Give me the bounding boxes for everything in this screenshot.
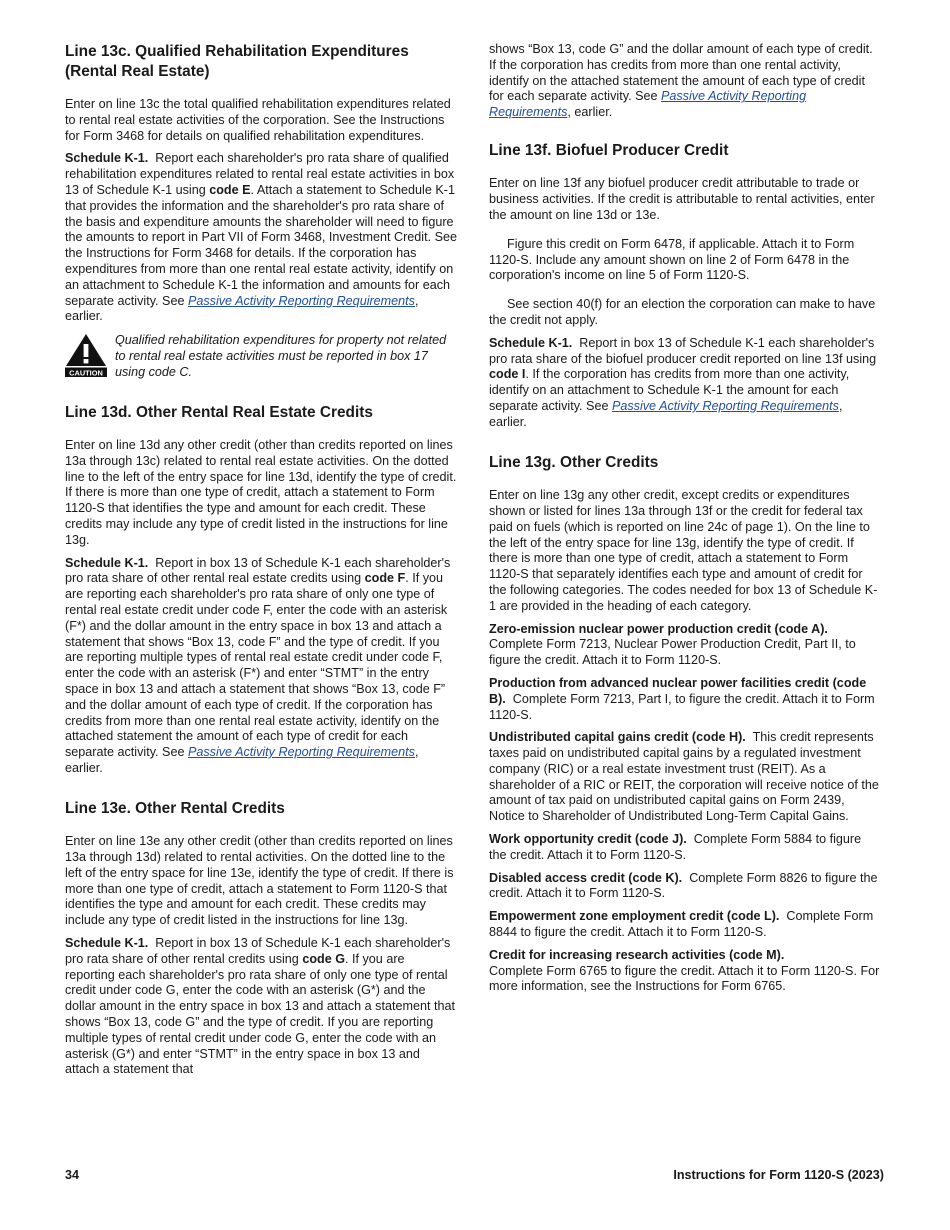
credit-item: Work opportunity credit (code J). Complete Form 5884 to figure the credit. Attach it to Form 1120-S.: [489, 832, 862, 862]
schedule-k1-label: Schedule K-1.: [65, 555, 149, 570]
heading-line-13c: Line 13c. Qualified Rehabilitation Expenditures (Rental Real Estate): [65, 43, 409, 80]
section-line-13c: [65, 42, 457, 381]
code-label: code I: [489, 367, 526, 382]
paragraph: Figure this credit on Form 6478, if applicable. Attach it to Form 1120-S. Include any amount shown on line 2 of Form 6478 in the corporation's income on line 5 of Form 1120-S.: [489, 236, 855, 283]
schedule-k1-paragraph: Schedule K-1. Report each shareholder's pro rata share of qualified rehabilitation expenditures related to rental real estate activities in box 13 of Schedule K-1 using code E. Attach a statement to Schedule K-1 that provides the information and the shareholder's pro rata share of the basis and expenditure amounts the shareholder will need to figure the amounts to report in Part VII of Form 3468, Investment Credit. See the Instructions for Form 3468 for details. If the corporation has expenditures from more than one rental real estate activity, identify on an attachment to Schedule K-1 the information and amounts for each separate activity. See Passive Activity Reporting Requirements, earlier.: [65, 151, 457, 324]
code-label: code F: [364, 571, 406, 586]
passive-activity-link[interactable]: Passive Activity Reporting Requirements: [489, 89, 807, 120]
credit-item: Undistributed capital gains credit (code H). This credit represents taxes paid on undistributed capital gains by a regulated investment company (RIC) or a real estate investment trust (REIT). As a shareholder of a RIC or REIT, the corporation will receive notice of the amount of tax paid on undistributed capital gains on Form 2439, Notice to Shareholder of Undistributed Long-Term Capital Gains.: [489, 730, 879, 824]
heading-line-13e: Line 13e. Other Rental Credits: [65, 799, 285, 817]
credit-item: Credit for increasing research activities (code M). Complete Form 6765 to figure the credit. Attach it to Form 1120-S. For more information, see the Instructions for Form 6765.: [489, 947, 880, 994]
paragraph: Enter on line 13g any other credit, except credits or expenditures shown or listed for lines 13a through 13f or the credit for federal tax paid on fuels (which is reported on line 24c of page 1). On the line to the left of the entry space for line 13g, identify the type of credit. If there is more than one type of credit, attach a statement to Form 1120-S that separately identifies each type and amount of credit for the following categories. The codes needed for box 13 of Schedule K-1 are provided in the heading of each category.: [489, 488, 878, 613]
schedule-k1-paragraph: Schedule K-1. Report in box 13 of Schedule K-1 each shareholder's pro rata share of other rental real estate credits using code F. If you are reporting each shareholder's pro rata share of only one type of rental real estate credit under code F, enter the code with an asterisk (F*) and the dollar amount in the entry space in box 13 and attach a statement that shows “Box 13, code F” and the type of credit. If you are reporting multiple types of rental real estate credit under code F, enter the code with an asterisk (F*) and enter “STMT” in the entry space in box 13 and attach a statement that shows “Box 13, code F” and the dollar amount of each type of credit. If the corporation has credits from more than one rental real estate activity, identify on the attached statement the amount of each type of credit for each separate activity. See Passive Activity Reporting Requirements, earlier.: [65, 555, 451, 775]
credit-item: Production from advanced nuclear power facilities credit (code B). Complete Form 7213, Part I, to figure the credit. Attach it to Form 1120-S.: [489, 675, 875, 722]
paragraph: Enter on line 13d any other credit (other than credits reported on lines 13a through 13c) related to rental real estate activities. On the dotted line to the left of the entry space for line 13d, identify the type of credit. If there is more than one type of credit, attach a statement to Form 1120-S that identifies the type and amount for each credit. These credits may include any type of credit listed in the instructions for line 13g.: [65, 438, 457, 547]
schedule-k1-paragraph: Schedule K-1. Report in box 13 of Schedule K-1 each shareholder's pro rata share of the biofuel producer credit reported on line 13f using code I. If the corporation has credits from more than one activity, identify on an attachment to Schedule K-1 the amount for each separate activity. See Passive Activity Reporting Requirements, earlier.: [489, 335, 877, 429]
paragraph: Enter on line 13e any other credit (other than credits reported on lines 13a through 13d) related to rental activities. On the dotted line to the left of the entry space for line 13e, identify the type of credit. If there is more than one type of credit, attach a statement to Form 1120-S that identifies the type and amount for each credit. These credits may include any type of credit listed in the instructions for line 13g.: [65, 834, 454, 928]
heading-line-13f: Line 13f. Biofuel Producer Credit: [489, 141, 729, 159]
credit-item: Zero-emission nuclear power production credit (code A). Complete Form 7213, Nuclear Power Production Credit, Part II, to figure the credit. Attach it to Form 1120-S.: [489, 621, 856, 668]
schedule-k1-label: Schedule K-1.: [65, 151, 149, 166]
caution-note: [65, 333, 457, 380]
credit-term: Credit for increasing research activities (code M).: [489, 947, 785, 962]
heading-line-13g: Line 13g. Other Credits: [489, 453, 659, 471]
credit-term: Zero-emission nuclear power production credit (code A).: [489, 621, 828, 636]
paragraph: Enter on line 13c the total qualified rehabilitation expenditures related to rental real estate activities of the corporation. See the Instructions for Form 3468 for details on qualified rehabilitation expenditures.: [65, 97, 451, 143]
passive-activity-link[interactable]: Passive Activity Reporting Requirements: [611, 399, 839, 414]
section-line-13g: [489, 453, 881, 996]
caution-label: CAUTION: [69, 368, 103, 378]
credit-item: Empowerment zone employment credit (code L). Complete Form 8844 to figure the credit. Attach it to Form 1120-S.: [489, 909, 874, 940]
paragraph: Enter on line 13f any biofuel producer credit attributable to trade or business activities. If the credit is attributable to rental activities, enter the amount on line 13d or 13e.: [489, 176, 875, 223]
credit-term: Production from advanced nuclear power facilities credit (code B).: [489, 675, 867, 706]
paragraph: See section 40(f) for an election the corporation can make to have the credit not apply.: [489, 297, 876, 328]
credit-item: Disabled access credit (code K). Complete Form 8826 to figure the credit. Attach it to Form 1120-S.: [489, 870, 878, 901]
section-line-13d: [65, 403, 457, 777]
passive-activity-link[interactable]: Passive Activity Reporting Requirements: [187, 293, 415, 308]
caution-text: Qualified rehabilitation expenditures for property not related to rental real estate activities must be reported in box 17 using code C.: [115, 333, 447, 379]
heading-line-13d: Line 13d. Other Rental Real Estate Credits: [65, 403, 373, 421]
code-label: code G: [302, 951, 346, 966]
right-column: [489, 42, 881, 1002]
credit-term: Undistributed capital gains credit (code H).: [489, 730, 746, 745]
section-line-13f: [489, 141, 881, 431]
credit-term: Work opportunity credit (code J).: [489, 832, 687, 847]
continued-paragraph: shows “Box 13, code G” and the dollar amount of each type of credit. If the corporation has credits from more than one rental activity, identify on the attached statement the amount of each type of credit for each separate activity. See Passive Activity Reporting Requirements, earlier.: [489, 42, 873, 120]
code-label: code E: [209, 182, 251, 197]
schedule-k1-label: Schedule K-1.: [65, 936, 149, 951]
left-column: [65, 42, 457, 1085]
schedule-k1-label: Schedule K-1.: [489, 335, 573, 350]
credit-term: Disabled access credit (code K).: [489, 870, 683, 885]
page-number: 34: [65, 1168, 80, 1182]
document-title: Instructions for Form 1120-S (2023): [673, 1168, 884, 1182]
credit-term: Empowerment zone employment credit (code L).: [489, 909, 780, 924]
schedule-k1-paragraph: Schedule K-1. Report in box 13 of Schedule K-1 each shareholder's pro rata share of other rental credits using code G. If you are reporting each shareholder's pro rata share of only one type of rental credit under code G, enter the code with an asterisk (G*) and the dollar amount in the entry space in box 13 and attach a statement that shows “Box 13, code G” and the type of credit. If you are reporting multiple types of rental credit under code G, enter the code with an asterisk (G*) and enter “STMT” in the entry space in box 13 and attach a statement that: [65, 936, 455, 1077]
passive-activity-link[interactable]: Passive Activity Reporting Requirements: [187, 745, 415, 760]
caution-icon: [65, 333, 107, 377]
section-line-13e: [65, 799, 457, 1078]
